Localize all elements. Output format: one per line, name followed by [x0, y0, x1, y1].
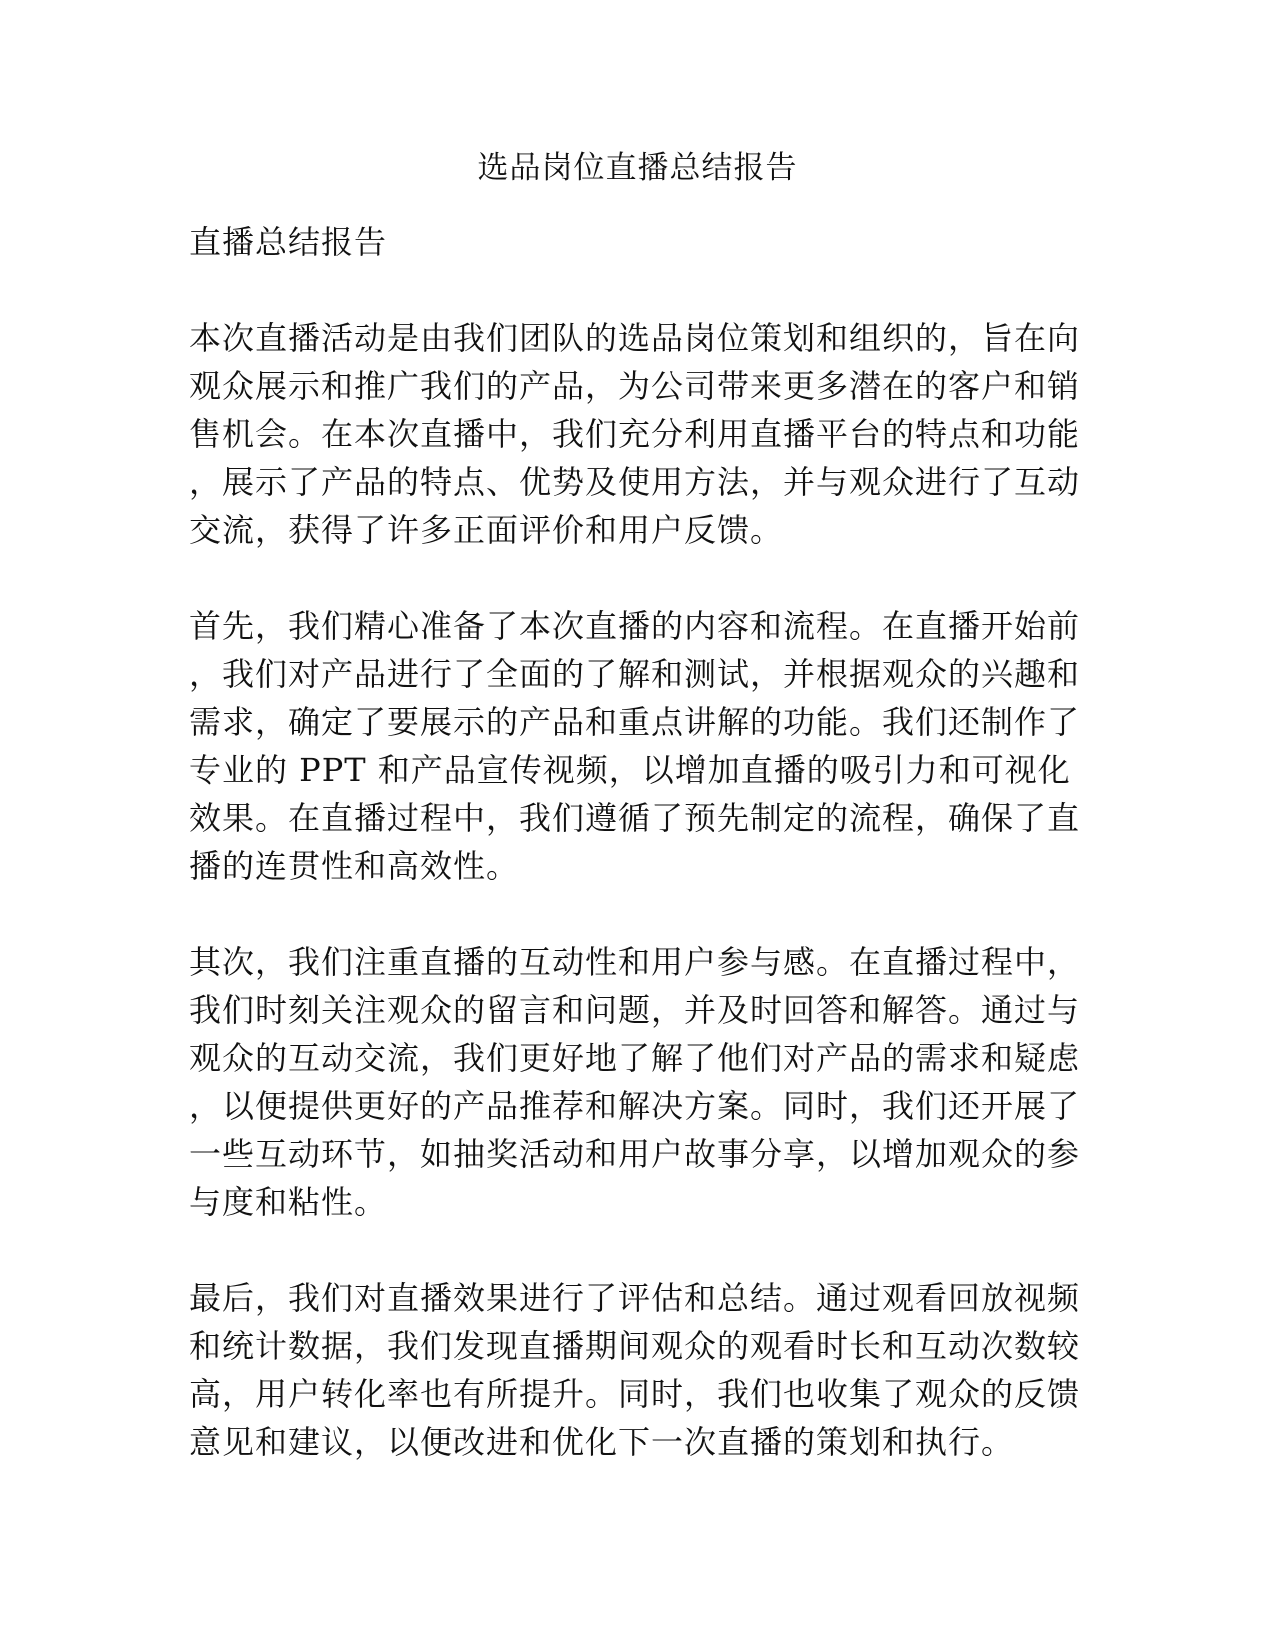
document-body: [189, 218, 1089, 1514]
paragraph-line: 专业的 PPT 和产品宣传视频，以增加直播的吸引力和可视化: [189, 751, 1071, 789]
paragraph-3: [189, 938, 1089, 1226]
paragraph-line: 与度和粘性。: [189, 1183, 388, 1221]
paragraph-line: 最后，我们对直播效果进行了评估和总结。通过观看回放视频: [189, 1279, 1081, 1317]
paragraph-1: [189, 314, 1089, 554]
paragraph-line: 交流，获得了许多正面评价和用户反馈。: [189, 511, 784, 549]
paragraph-line: ，展示了产品的特点、优势及使用方法，并与观众进行了互动: [189, 463, 1081, 501]
document-title: 选品岗位直播总结报告: [477, 150, 798, 186]
paragraph-line: 观众展示和推广我们的产品，为公司带来更多潜在的客户和销: [189, 367, 1081, 405]
paragraph-line: 播的连贯性和高效性。: [189, 847, 520, 885]
paragraph-2: [189, 602, 1089, 890]
paragraph-line: 需求，确定了要展示的产品和重点讲解的功能。我们还制作了: [189, 703, 1081, 741]
paragraph-line: 效果。在直播过程中，我们遵循了预先制定的流程，确保了直: [189, 799, 1081, 837]
section-heading: 直播总结报告: [189, 223, 388, 261]
paragraph-line: 观众的互动交流，我们更好地了解了他们对产品的需求和疑虑: [189, 1039, 1081, 1077]
paragraph-line: 其次，我们注重直播的互动性和用户参与感。在直播过程中，: [189, 943, 1081, 981]
paragraph-line: 首先，我们精心准备了本次直播的内容和流程。在直播开始前: [189, 607, 1081, 645]
paragraph-line: ，以便提供更好的产品推荐和解决方案。同时，我们还开展了: [189, 1087, 1081, 1125]
paragraph-line: 意见和建议，以便改进和优化下一次直播的策划和执行。: [189, 1423, 1015, 1461]
paragraph-line: ，我们对产品进行了全面的了解和测试，并根据观众的兴趣和: [189, 655, 1081, 693]
paragraph-line: 一些互动环节，如抽奖活动和用户故事分享，以增加观众的参: [189, 1135, 1081, 1173]
paragraph-line: 我们时刻关注观众的留言和问题，并及时回答和解答。通过与: [189, 991, 1081, 1029]
paragraph-4: [189, 1274, 1089, 1466]
paragraph-line: 售机会。在本次直播中，我们充分利用直播平台的特点和功能: [189, 415, 1081, 453]
paragraph-line: 本次直播活动是由我们团队的选品岗位策划和组织的，旨在向: [189, 319, 1081, 357]
paragraph-line: 和统计数据，我们发现直播期间观众的观看时长和互动次数较: [189, 1327, 1081, 1365]
paragraph-line: 高，用户转化率也有所提升。同时，我们也收集了观众的反馈: [189, 1375, 1081, 1413]
